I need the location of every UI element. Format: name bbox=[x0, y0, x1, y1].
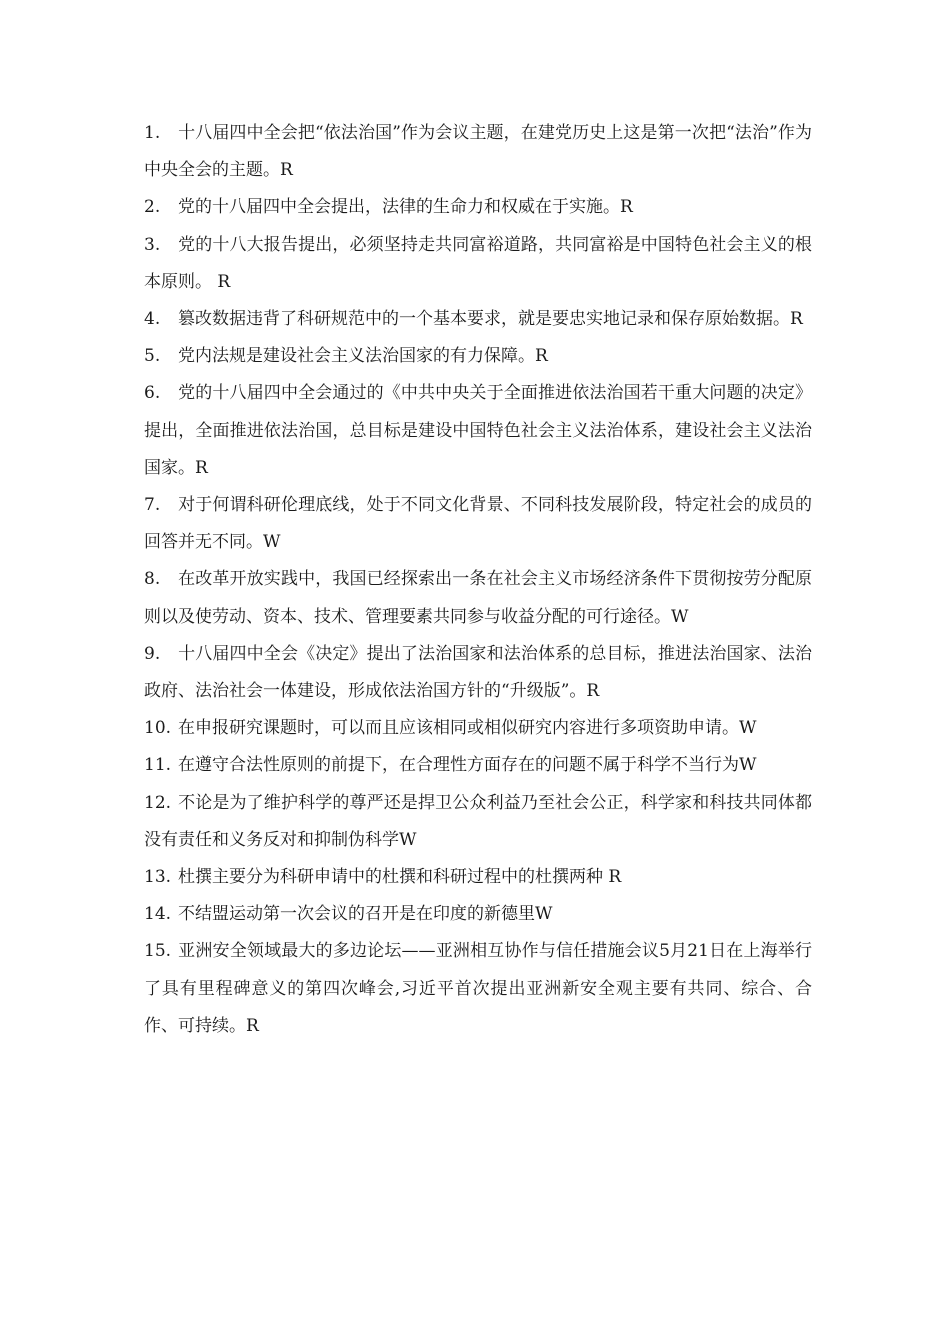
list-item bbox=[144, 487, 812, 561]
item-number: 8. bbox=[144, 569, 161, 590]
item-number: 3. bbox=[144, 234, 161, 255]
list-item bbox=[144, 710, 812, 747]
item-text: 在遵守合法性原则的前提下，在合理性方面存在的问题不属于科学不当行为W bbox=[178, 755, 757, 776]
item-number: 4. bbox=[144, 309, 161, 330]
list-item bbox=[144, 933, 812, 1045]
item-text: 党的十八届四中全会提出，法律的生命力和权威在于实施。R bbox=[178, 197, 633, 218]
item-text: 十八届四中全会《决定》提出了法治国家和法治体系的总目标，推进法治国家、法治政府、法治社会一体建设，形成依法治国方针的“升级版”。R bbox=[144, 643, 812, 702]
list-item bbox=[144, 301, 812, 338]
item-text: 不论是为了维护科学的尊严还是捍卫公众利益乃至社会公正，科学家和科技共同体都没有责任和义务反对和抑制伪科学W bbox=[144, 792, 812, 850]
item-text: 在改革开放实践中，我国已经探索出一条在社会主义市场经济条件下贯彻按劳分配原则以及使劳动、资本、技术、管理要素共同参与收益分配的可行途径。W bbox=[144, 569, 812, 627]
item-text: 亚洲安全领域最大的多边论坛——亚洲相互协作与信任措施会议5月21日在上海举行了具有里程碑意义的第四次峰会,习近平首次提出亚洲新安全观主要有共同、综合、合作、可持续。R bbox=[144, 941, 812, 1036]
item-text: 党内法规是建设社会主义法治国家的有力保障。R bbox=[178, 346, 548, 367]
item-text: 党的十八届四中全会通过的《中共中央关于全面推进依法治国若干重大问题的决定》提出，全面推进依法治国，总目标是建设中国特色社会主义法治体系，建设社会主义法治国家。R bbox=[144, 383, 812, 478]
list-item bbox=[144, 375, 812, 487]
item-number: 5. bbox=[144, 346, 161, 367]
item-number: 11. bbox=[144, 755, 172, 776]
item-text: 杜撰主要分为科研申请中的杜撰和科研过程中的杜撰两种 R bbox=[178, 867, 622, 888]
list-item bbox=[144, 189, 812, 226]
list-item bbox=[144, 227, 812, 301]
item-number: 13. bbox=[144, 867, 172, 888]
item-number: 6. bbox=[144, 383, 161, 404]
list-item bbox=[144, 896, 812, 933]
item-number: 14. bbox=[144, 904, 172, 925]
list-item bbox=[144, 747, 812, 784]
list-item bbox=[144, 785, 812, 859]
item-number: 10. bbox=[144, 718, 172, 739]
item-number: 12. bbox=[144, 792, 172, 813]
item-text: 十八届四中全会把“依法治国”作为会议主题，在建党历史上这是第一次把“法治”作为中央全会的主题。R bbox=[144, 123, 812, 181]
item-text: 在申报研究课题时，可以而且应该相同或相似研究内容进行多项资助申请。W bbox=[178, 718, 757, 739]
list-item bbox=[144, 338, 812, 375]
list-item bbox=[144, 859, 812, 896]
item-text: 篡改数据违背了科研规范中的一个基本要求，就是要忠实地记录和保存原始数据。R bbox=[178, 309, 803, 330]
list-item bbox=[144, 115, 812, 189]
item-number: 9. bbox=[144, 643, 161, 664]
list-item bbox=[144, 636, 812, 710]
item-text: 党的十八大报告提出，必须坚持走共同富裕道路，共同富裕是中国特色社会主义的根本原则。 R bbox=[144, 234, 812, 292]
item-number: 15. bbox=[144, 941, 172, 962]
item-number: 1. bbox=[144, 123, 161, 143]
item-text: 不结盟运动第一次会议的召开是在印度的新德里W bbox=[178, 904, 553, 925]
item-number: 7. bbox=[144, 495, 161, 516]
question-list bbox=[144, 115, 812, 1045]
item-text: 对于何谓科研伦理底线，处于不同文化背景、不同科技发展阶段，特定社会的成员的回答并无不同。W bbox=[144, 495, 812, 553]
list-item bbox=[144, 561, 812, 635]
item-number: 2. bbox=[144, 197, 161, 218]
